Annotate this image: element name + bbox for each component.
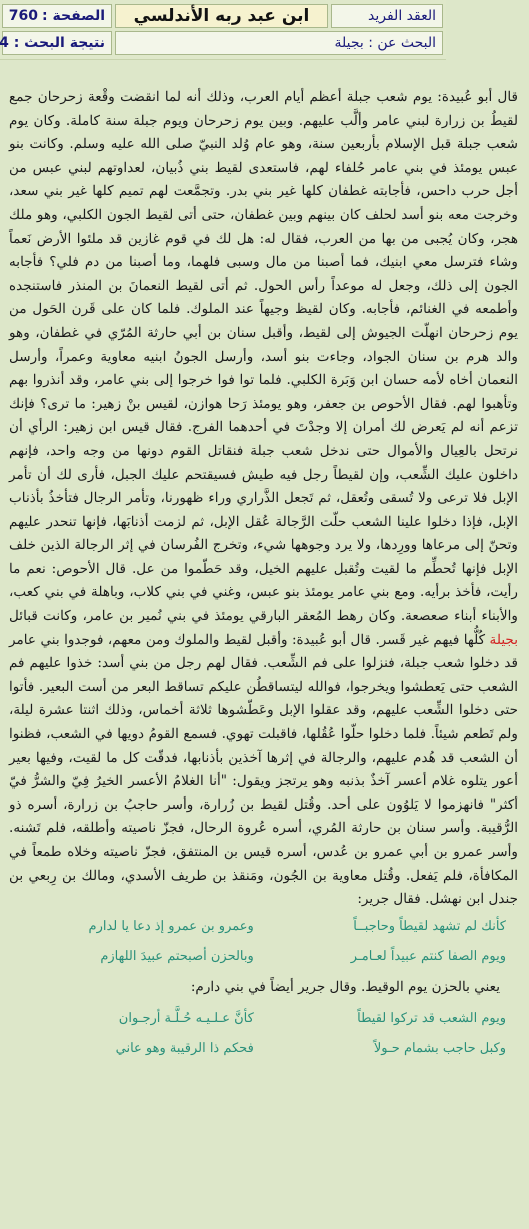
poem-hemistich: كأنَّ عـلـيـه حُـلَّـة أرجـوان xyxy=(119,1010,255,1026)
search-highlight: بجيلة xyxy=(490,631,519,648)
poem-hemistich: وكبل حاجب بشمام حـولاً xyxy=(374,1040,507,1056)
poem-commentary: يعني بالحزن يوم الوقيط. وقال جرير أيضاً في بني دارم: xyxy=(191,978,501,995)
poem-hemistich: كأنك لم تشهد لقيطاً وحاجبــاً xyxy=(354,918,507,934)
poem-verse xyxy=(10,942,519,972)
poem-verse xyxy=(10,912,519,942)
search-query: البحث عن : بجيلة xyxy=(116,31,444,55)
page-number: 760 xyxy=(9,8,40,24)
poem-verse xyxy=(10,1033,519,1063)
text-run: قال أبو عُبيدة: يوم شعب جبلة أعظم أيام العرب، وذلك أنه لما انقضت وقْعة زحرحان جمع لقيطُ بن زرارة لبني عامر وألَّب عليهم. وبين يوم زحرحان ويوم جبلة سنة كاملة. وكان يوم شعب جبلة قبل الإسلام بأربعين سنة، وهو عام وُلد النبيّ صلى الله عليه وسلم. وكانت بنو عبس يومئذ في بني عامر حُلفاء لهم، فاستعدى لقيط بني ذُبيان، لعداوتهم لبني عبس من أجل حرب داحس، فأجابته غطفان كلها غير بني بدر. وتجمَّعت لهم تميم كلها غير بني سعد، وخرجت معه بنو أسد لحلف كان بينهم وبين غطفان، حتى أتى لقيط الجون الكلبي، وهو ملك هجر، وكان يُجبى من بها من العرب، فقال له: هل لك في قوم غازين قد ملئوا الأرض نَعماً وشاء فترسل معي ابنيك، فما أصبنا من مال وسبى فلهما، وما أصبنا من دم فلي؟ فأجابه الجون إلى ذلك، وجعل له موعداً رأس الحول. ثم أتى لقيط النعمانَ بن المنذر فاستنجده وأطمعه في الغنائم، فأجابه. وكان لقيظ وجيهاً عند الملوك. فلما كان على قَرن الحَول من يوم زحرحان انهلّت الجيوش إلى لقيط، وأقبل سنان بن أبي حارثة المُرّي في غطفان، وهو والد هرم بن سنان الجواد، وجاءت بنو أسد، وأرسل الجونُ ابنيه معاوية وعمراً، وأرسل النعمان أخاه لأمه حسان ابن وَبَرة الكلبي. فلما توا فوا خرجوا إلى بني عامر، وقد أنذروا بهم وتأهبوا لهم. فقال الأحوص بن جعفر، وهو يومئذ رَحا هوازن، لقيس بنْ زهير: ما ترى؟ فإنك تزعم أنه لم يَعرض لك أمران إلا وجدْتَ في أحدهما الفرج. فقال قيس ابن زهير: الرأي أن نرتحل بالعِيال والأموال حتى ندخل شعب جبلة فنقاتل القوم دونها من وجه واحد، فإنهم داخلون عليك الشِّعب، وإن لقيطاً رجل فيه طيش فسيقتحم عليك الجبل، فأرى لك أن تأمر الإبل فلا ترعى ولا تُسقى وتُعقل، ثم تَجعل الذَّراري وراء ظهورنا، وتأمر الرجال فتأخذُ بأذناب الإبل، فإذا دخلوا علينا الشعب حلّت الرَّجالة عُقل الإبل، ثم لزمت أذنابَها، فإنها تنحدر عليهم وتحنّ إلى مرعاها وورِدها، ولا يرد وجوهها شيء، وتخرج الفُرسان في إثر الرجالة الذين خلف الإبل فإنها تُحطِّم ما لقيت وتُقبل عليهم الخيل، وقد حَطّموا من عل. قال الأحوص: نعم ما رأيت، فأخذ برأيه. ومع بني عامر يومئذ بنو عبس، وغني في بني كلاب، وباهلة في بني كعب، والأبناء أبناء صعصعة. وكان رهط المُعقر البارقي يومئذ في بني نُمير بن عامر، وكانت قبائل xyxy=(10,89,519,625)
title-bar xyxy=(0,0,447,60)
poem-hemistich: وعمرو بن عمرو إذ دعا يا لدارم xyxy=(89,918,255,934)
text-run: كُلُّها فيهم غير قَسر. قال أبو عُبيدة: وأقبل لقيط والملوك ومن معهم، فوجدوا بني عامر قد دخلوا شعب جبلة، فنزلوا على فم الشِّعب. فقال لهم رجل من بني أسد: خذوا عليهم فم الشعب حتى يَعطشوا ويخرجوا، فوالله ليتساقطُن عليكم تساقط البعر من أست البعير. فأتوا حتى دخلوا الشِّعب عليهم، وقد عقلوا الإبل وعَطّشوها ثلاثة أخماس، وذلك اثنتا عشرة ليلة، ولم تَطعم شيئاً. فلما دخلوا حلّوا عُقُلها، فاقبلت تهوي. فسمع القومُ دويها في الشعب، فظنوا أن الشعب قد هُدم عليهم، والرجالة في إثرها آخذين بأذنابها، فدقّت كل ما لقيت، وفيها بعير أعور يتلوه غلام أعسر آخذٌ بذنبه وهو يرتجز ويقول: "أنا الغلامُ الأعسر الخيرُ فِيّ والشرُّ فيّ أكثر" فانهزموا لا يَلوُون على أحد. وقُتل لقيط بن زُرارة، وأسر حاجبُ بن زرارة، أسره ذو الرُّقيبة. وأسر سنان بن حارثة المُري، أسره عُروة الرحال، فجزّ ناصيته وأطلقه، فلم تَشنه. وأسر عمرو بن أبي عمرو بن عُدس، أسره قيس بن المنتفق، فجزّ ناصيته وخلاه طمعاً في المكافأة، فلم يَفعل. وقُتل معاوية بن الجُون، ومَنقذ بن طريف الأسدي، ومالك بن رِبعي بن جندل ابن نهشل. فقال جرير: xyxy=(10,631,519,908)
page-indicator xyxy=(3,4,113,28)
poem-verse xyxy=(10,1003,519,1033)
paragraph xyxy=(10,86,519,912)
poem-block-2 xyxy=(10,1003,519,1063)
header-row-2 xyxy=(0,31,444,57)
poem-hemistich: وبالحزن أصبحتم عبيدَ اللهازم xyxy=(101,948,255,964)
poem-hemistich: فحكم ذا الرقيبة وهو عاني xyxy=(116,1040,255,1056)
book-title: العقد الفريد xyxy=(332,4,444,28)
poem-hemistich: ويوم الصفا كنتم عبيداً لعـامـر xyxy=(351,948,507,964)
poem-hemistich: ويوم الشعب قد تركوا لقيطاً xyxy=(358,1010,507,1026)
search-result-count: نتيجة البحث : 4 xyxy=(3,31,113,55)
author-name: ابن عبد ربه الأندلسي xyxy=(116,4,329,28)
header-row-1 xyxy=(3,4,444,30)
poem-block-1 xyxy=(10,912,519,972)
book-text xyxy=(10,86,519,1063)
page-label: الصفحة : xyxy=(43,8,106,24)
